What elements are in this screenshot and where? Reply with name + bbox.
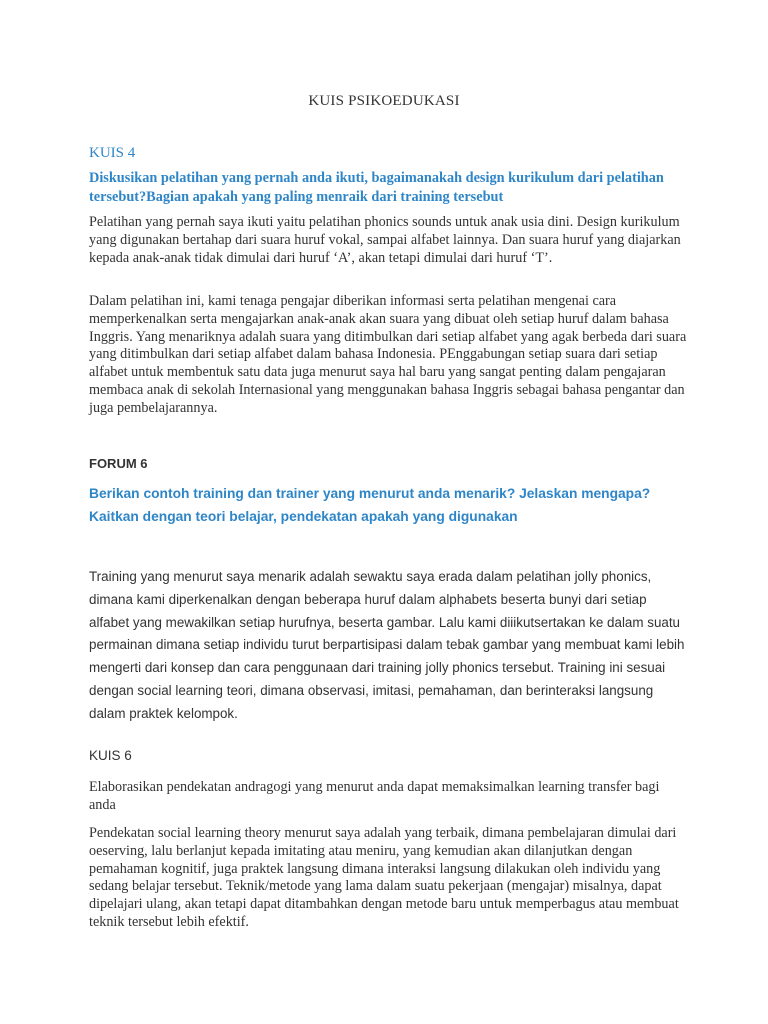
answer-paragraph-kuis-4-1: Pelatihan yang pernah saya ikuti yaitu pelatihan phonics sounds untuk anak usia dini. Design kurikulum yang digunakan bertahap dari suara huruf vokal, sampai alfabet lainnya. Dan suara huruf yang diajarkan kepada anak-anak tidak dimulai dari huruf ‘A’, akan tetapi dimulai dari huruf ‘T’. xyxy=(89,214,681,266)
answer-paragraph-kuis-4-2: Dalam pelatihan ini, kami tenaga pengajar diberikan informasi serta pelatihan mengenai cara memperkenalkan serta mengajarkan anak-anak akan suara yang dibuat oleh setiap huruf dalam bahasa Inggris. Yang menariknya adalah suara yang ditimbulkan dari setiap alfabet yang agak berbeda dari suara yang ditimbulkan dari setiap alfabet dalam bahasa Indonesia. PEnggabungan setiap suara dari setiap alfabet untuk membentuk satu data juga menurut saya hal baru yang sangat penting dalam pengajaran membaca anak di sekolah Internasional yang menggunakan bahasa Inggris sebagai bahasa pengantar dan juga pembelajarannya. xyxy=(89,293,687,416)
section-question-kuis-6: Elaborasikan pendekatan andragogi yang menurut anda dapat memaksimalkan learning transfer bagi anda xyxy=(89,779,660,813)
section-heading-kuis-6: KUIS 6 xyxy=(89,748,132,763)
answer-paragraph-forum-6-1: Training yang menurut saya menarik adalah sewaktu saya erada dalam pelatihan jolly phonics, dimana kami diperkenalkan dengan beberapa huruf dalam alphabets beserta bunyi dari setiap alfabet yang mewakilkan setiap hurufnya, beserta gambar. Lalu kami diiikutsertakan ke dalam suatu permainan dimana setiap individu turut berpartisipasi dalam tebak gambar yang membuat kami lebih mengerti dari konsep dan cara penggunaan dari training jolly phonics tersebut. Training ini sesuai dengan social learning teori, dimana observasi, imitasi, pemahaman, dan berinteraksi langsung dalam praktek kelompok. xyxy=(89,569,685,721)
section-heading-kuis-4: KUIS 4 xyxy=(89,145,136,161)
section-heading-forum-6: FORUM 6 xyxy=(89,456,148,471)
document-title: KUIS PSIKOEDUKASI xyxy=(308,93,460,109)
answer-paragraph-kuis-6-1: Pendekatan social learning theory menurut saya adalah yang terbaik, dimana pembelajaran dimulai dari oeserving, lalu berlanjut kepada imitating atau meniru, yang kemudian akan dilanjutkan dengan pemahaman kognitif, juga praktek langsung dimana interaksi langsung dilakukan oleh individu yang sedang belajar tersebut. Teknik/metode yang lama dalam suatu pekerjaan (mengajar) misalnya, dapat dipelajari ulang, akan tetapi dapat ditambahkan dengan metode baru untuk memperbagus atau membuat teknik tersebut lebih efektif. xyxy=(89,825,679,930)
section-question-kuis-4: Diskusikan pelatihan yang pernah anda ikuti, bagaimanakah design kurikulum dari pelatihan tersebut?Bagian apakah yang paling menraik dari training tersebut xyxy=(89,170,664,205)
section-question-forum-6: Berikan contoh training dan trainer yang menurut anda menarik? Jelaskan mengapa? Kaitkan dengan teori belajar, pendekatan apakah yang digunakan xyxy=(89,486,651,524)
